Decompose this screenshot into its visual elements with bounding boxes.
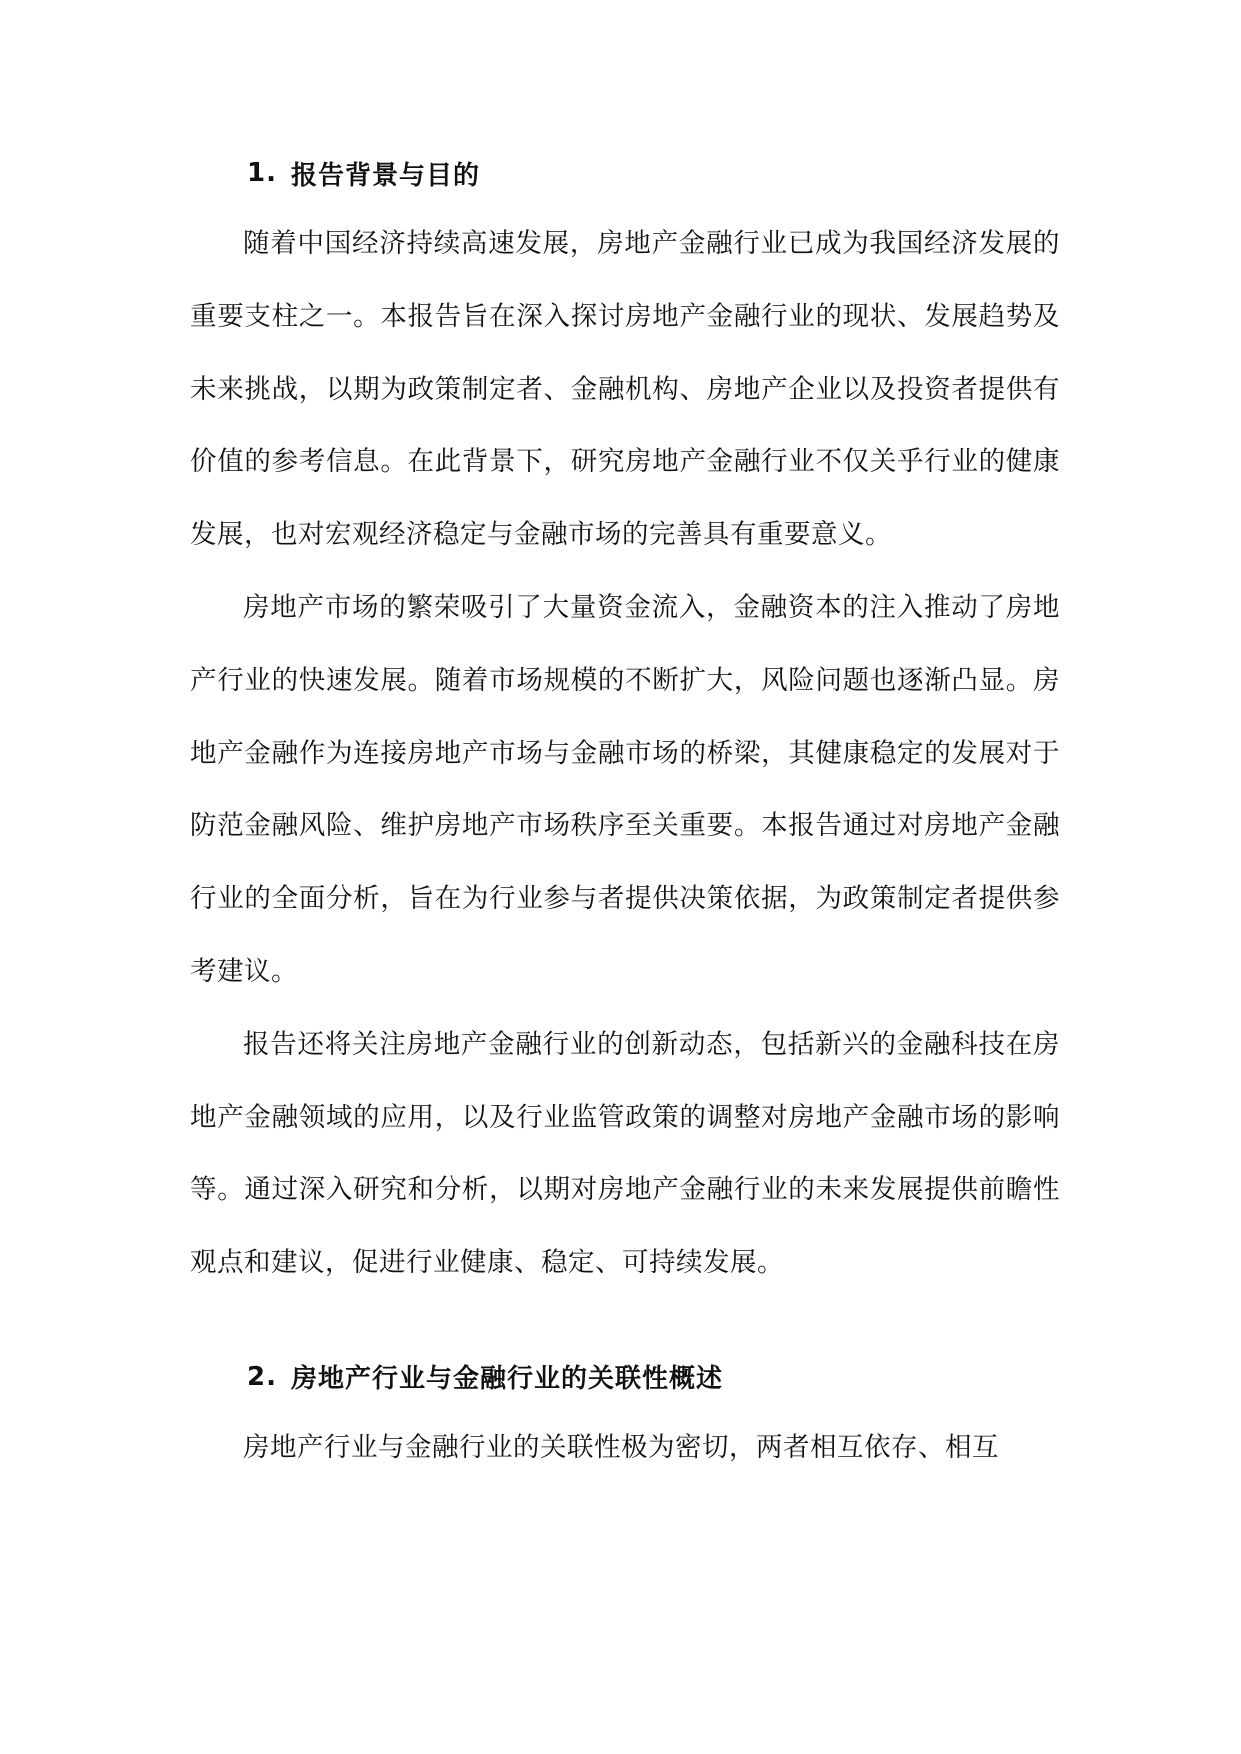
section-heading-1 (190, 140, 1060, 206)
section-number: 1. (247, 158, 277, 188)
section-title: 报告背景与目的 (290, 160, 480, 191)
paragraph: 随着中国经济持续高速发展，房地产金融行业已成为我国经济发展的重要支柱之一。本报告旨在深入探讨房地产金融行业的现状、发展趋势及未来挑战，以期为政策制定者、金融机构、房地产企业以及投资者提供有价值的参考信息。在此背景下，研究房地产金融行业不仅关乎行业的健康发展，也对宏观经济稳定与金融市场的完善具有重要意义。 (190, 228, 1060, 551)
section-heading-2 (190, 1344, 1060, 1410)
paragraph: 报告还将关注房地产金融行业的创新动态，包括新兴的金融科技在房地产金融领域的应用，以及行业监管政策的调整对房地产金融市场的影响等。通过深入研究和分析，以期对房地产金融行业的未来发展提供前瞻性观点和建议，促进行业健康、稳定、可持续发展。 (190, 1028, 1060, 1279)
paragraph: 房地产行业与金融行业的关联性极为密切，两者相互依存、相互 (243, 1431, 999, 1463)
document-body (190, 140, 1060, 1485)
paragraph: 房地产市场的繁荣吸引了大量资金流入，金融资本的注入推动了房地产行业的快速发展。随着市场规模的不断扩大，风险问题也逐渐凸显。房地产金融作为连接房地产市场与金融市场的桥梁，其健康稳定的发展对于防范金融风险、维护房地产市场秩序至关重要。本报告通过对房地产金融行业的全面分析，旨在为行业参与者提供决策依据，为政策制定者提供参考建议。 (190, 591, 1060, 987)
section-title: 房地产行业与金融行业的关联性概述 (290, 1364, 723, 1395)
section-number: 2. (247, 1361, 277, 1392)
